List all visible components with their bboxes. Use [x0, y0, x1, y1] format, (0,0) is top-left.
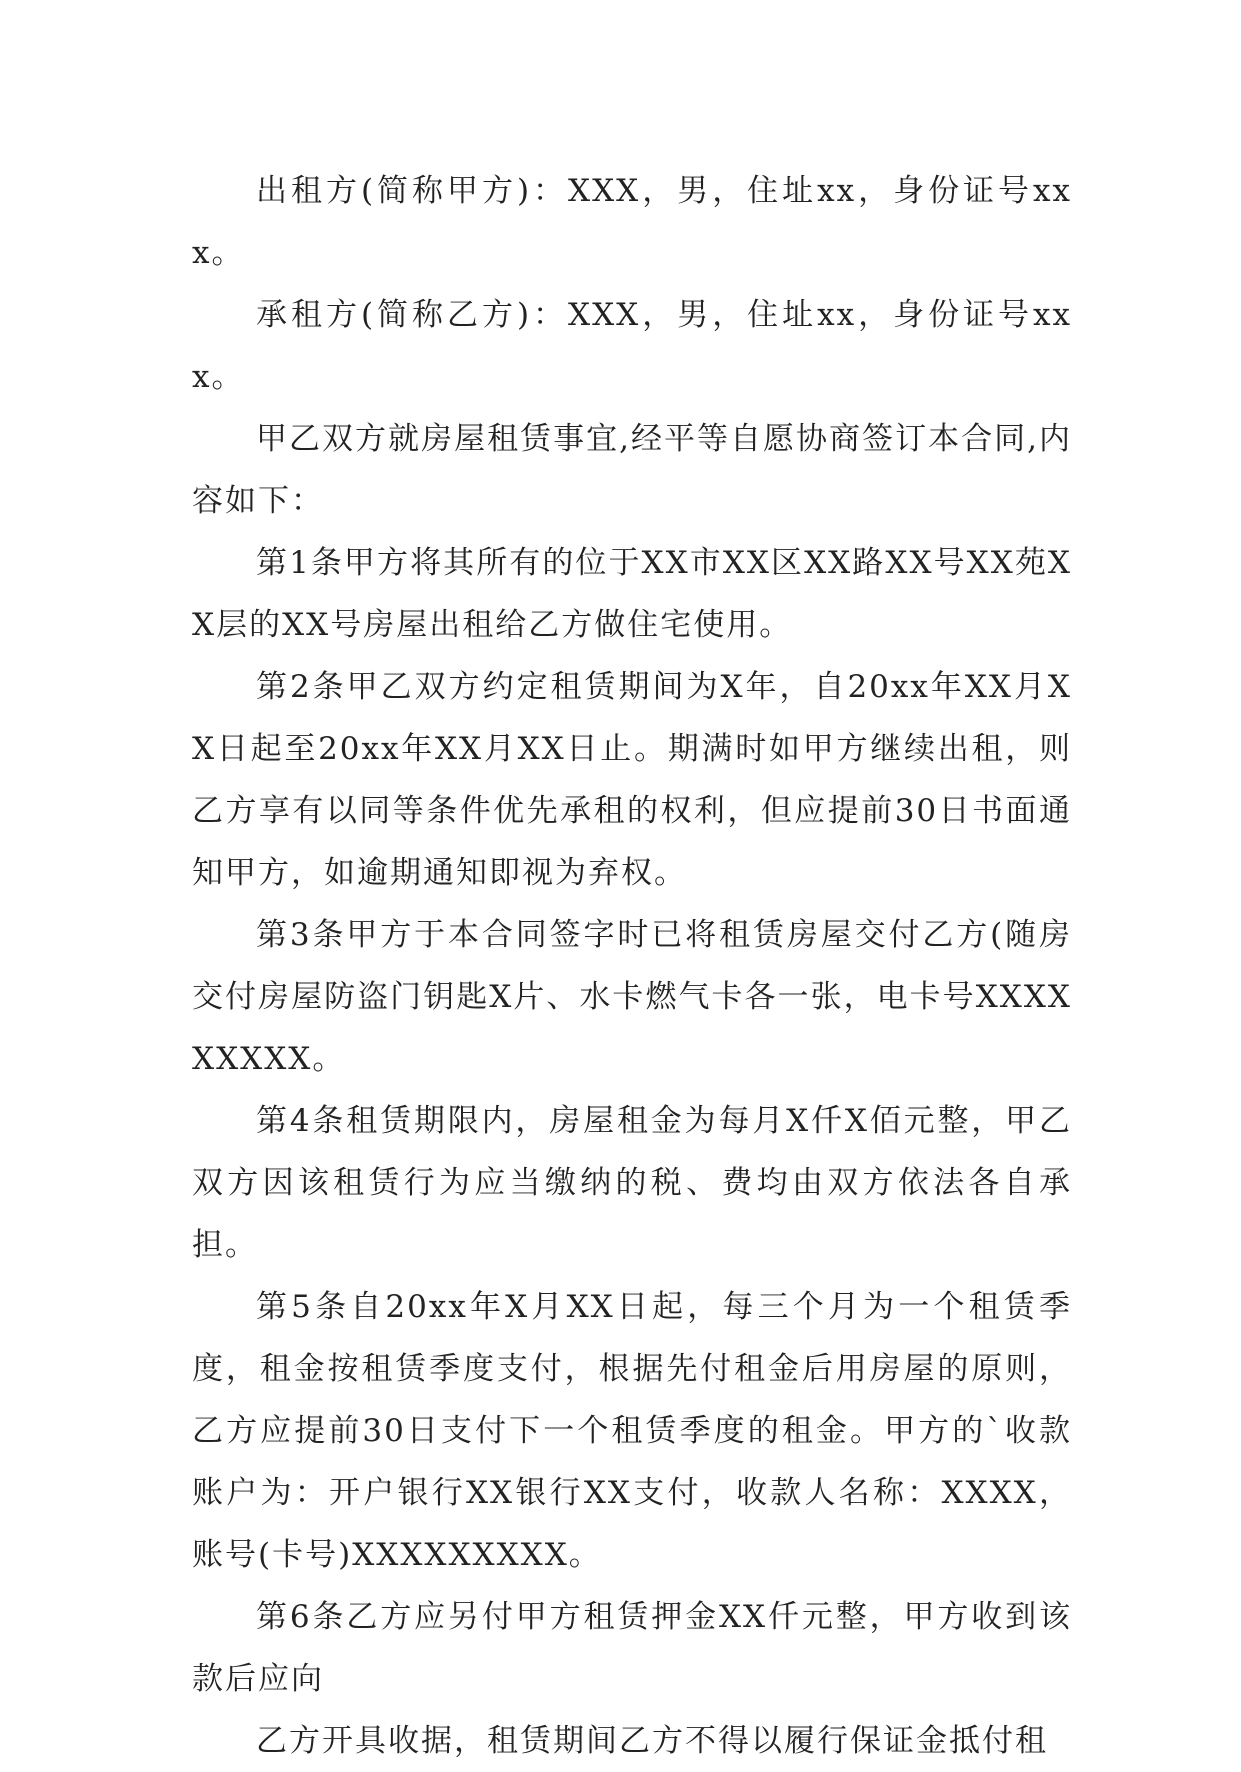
paragraph-article-2: 第2条甲乙双方约定租赁期间为X年，自20xx年XX月XX日起至20xx年XX月XX日止。期满时如甲方继续出租，则乙方享有以同等条件优先承租的权利，但应提前30日书面通知甲方，如逾期通知即视为弃权。 — [192, 669, 1072, 891]
paragraph-continuation: 乙方开具收据，租赁期间乙方不得以履行保证金抵付租 — [256, 1723, 1048, 1759]
paragraph-preamble: 甲乙双方就房屋租赁事宜,经平等自愿协商签订本合同,内容如下： — [192, 421, 1072, 519]
paragraph-lessee: 承租方(简称乙方)：XXX，男，住址xx，身份证号xxx。 — [192, 297, 1072, 395]
paragraph-article-4: 第4条租赁期限内，房屋租金为每月X仟X佰元整，甲乙双方因该租赁行为应当缴纳的税、费均由双方依法各自承担。 — [192, 1103, 1072, 1263]
document-body — [192, 160, 1072, 1772]
paragraph-lessor: 出租方(简称甲方)：XXX，男，住址xx，身份证号xxx。 — [192, 173, 1072, 271]
paragraph-article-3: 第3条甲方于本合同签字时已将租赁房屋交付乙方(随房交付房屋防盗门钥匙X片、水卡燃气卡各一张，电卡号XXXXXXXXX。 — [192, 917, 1072, 1077]
paragraph-article-5: 第5条自20xx年X月XX日起，每三个月为一个租赁季度，租金按租赁季度支付，根据先付租金后用房屋的原则，乙方应提前30日支付下一个租赁季度的租金。甲方的`收款账户为：开户银行XX银行XX支付，收款人名称：XXXX，账号(卡号)XXXXXXXXX。 — [192, 1289, 1072, 1573]
paragraph-article-6: 第6条乙方应另付甲方租赁押金XX仟元整，甲方收到该款后应向 — [192, 1599, 1072, 1697]
paragraph-article-1: 第1条甲方将其所有的位于XX市XX区XX路XX号XX苑XX层的XX号房屋出租给乙方做住宅使用。 — [192, 545, 1072, 643]
